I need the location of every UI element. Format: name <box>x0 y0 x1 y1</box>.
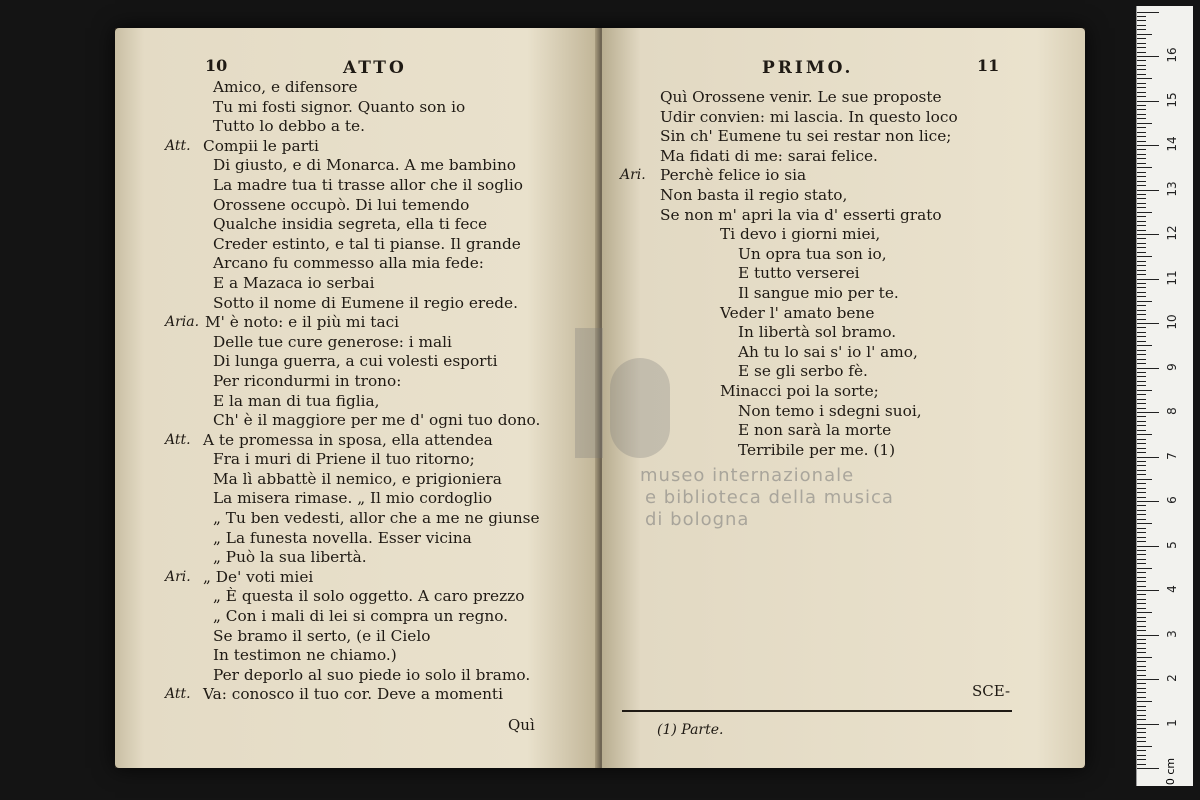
ruler-tick <box>1137 350 1146 351</box>
ruler-tick <box>1137 648 1146 649</box>
ruler-tick <box>1137 541 1146 542</box>
ruler-tick <box>1137 327 1146 328</box>
ruler-tick <box>1137 190 1159 191</box>
ruler-tick <box>1137 550 1146 551</box>
ruler-tick <box>1137 528 1146 529</box>
ruler-tick <box>1137 287 1146 288</box>
ruler-tick <box>1137 692 1146 693</box>
ruler-tick <box>1137 470 1146 471</box>
verse-text: Ma lì abbattè il nemico, e prigioniera <box>213 469 502 488</box>
ruler-tick <box>1137 719 1146 720</box>
ruler-tick <box>1137 457 1159 458</box>
ruler-tick <box>1137 425 1146 426</box>
ruler-tick <box>1137 87 1146 88</box>
ruler-tick <box>1137 296 1146 297</box>
ruler-tick <box>1137 172 1146 173</box>
ruler-tick <box>1137 479 1152 480</box>
watermark-line: di bologna <box>645 509 750 530</box>
verse-text: „ Con i mali di lei si compra un regno. <box>213 607 509 626</box>
footnote: (1) Parte. <box>657 722 724 738</box>
verse-text: Qualche insidia segreta, ella ti fece <box>213 215 487 234</box>
ruler-number: 15 <box>1165 91 1179 108</box>
verse-text: In libertà sol bramo. <box>738 323 897 342</box>
right-running-header: PRIMO. <box>762 58 854 78</box>
speaker-label: Att. <box>165 431 191 448</box>
ruler-tick <box>1137 652 1146 653</box>
verse-text: E se gli serbo fè. <box>738 362 868 381</box>
ruler-tick <box>1137 319 1146 320</box>
verse-text: E tutto verserei <box>738 264 860 283</box>
ruler-tick <box>1137 238 1146 239</box>
ruler-tick <box>1137 465 1146 466</box>
verse-text: Sin ch' Eumene tu sei restar non lice; <box>660 127 952 146</box>
ruler-tick <box>1137 603 1146 604</box>
ruler-tick <box>1137 710 1146 711</box>
ruler-tick <box>1137 136 1146 137</box>
ruler-tick <box>1137 617 1146 618</box>
verse-text: Ma fidati di me: sarai felice. <box>660 146 878 165</box>
ruler-number: 11 <box>1165 269 1179 286</box>
measurement-ruler <box>1136 6 1193 786</box>
ruler-tick <box>1137 52 1146 53</box>
ruler-tick <box>1137 185 1146 186</box>
ruler-tick <box>1137 492 1146 493</box>
ruler-tick <box>1137 47 1146 48</box>
ruler-tick <box>1137 149 1146 150</box>
ruler-tick <box>1137 532 1146 533</box>
ruler-tick <box>1137 434 1152 435</box>
speaker-label: Att. <box>165 686 191 703</box>
ruler-tick <box>1137 572 1146 573</box>
ruler-tick <box>1137 741 1146 742</box>
ruler-tick <box>1137 599 1146 600</box>
ruler-tick <box>1137 216 1146 217</box>
ruler-tick <box>1137 243 1146 244</box>
ruler-tick <box>1137 118 1146 119</box>
verse-text: Di giusto, e di Monarca. A me bambino <box>213 156 517 175</box>
watermark-line: museo internazionale <box>640 465 855 486</box>
ruler-tick <box>1137 265 1146 266</box>
ruler-tick <box>1137 608 1146 609</box>
ruler-tick <box>1137 274 1146 275</box>
ruler-tick <box>1137 706 1146 707</box>
ruler-tick <box>1137 643 1146 644</box>
ruler-tick <box>1137 29 1146 30</box>
verse-text: Per ricondurmi in trono: <box>213 371 402 390</box>
ruler-tick <box>1137 732 1146 733</box>
ruler-tick <box>1137 279 1159 280</box>
verse-text: Delle tue cure generose: i mali <box>213 332 452 351</box>
ruler-tick <box>1137 341 1146 342</box>
ruler-tick <box>1137 715 1146 716</box>
ruler-tick <box>1137 158 1146 159</box>
ruler-tick <box>1137 176 1146 177</box>
ruler-unit-label: 0 cm <box>1164 757 1178 786</box>
ruler-tick <box>1137 546 1159 547</box>
ruler-tick <box>1137 83 1146 84</box>
ruler-tick <box>1137 234 1159 235</box>
verse-text: Ah tu lo sai s' io l' amo, <box>738 342 918 361</box>
ruler-number: 9 <box>1165 362 1179 371</box>
ruler-tick <box>1137 670 1146 671</box>
ruler-number: 5 <box>1165 540 1179 549</box>
ruler-tick <box>1137 12 1159 13</box>
ruler-tick <box>1137 568 1152 569</box>
ruler-tick <box>1137 305 1146 306</box>
verse-text: Per deporlo al suo piede io solo il bramo. <box>213 665 531 684</box>
ruler-tick <box>1137 586 1146 587</box>
ruler-tick <box>1137 34 1152 35</box>
ruler-tick <box>1137 230 1146 231</box>
ruler-tick <box>1137 56 1159 57</box>
verse-text: E non sarà la morte <box>738 421 892 440</box>
ruler-tick <box>1137 510 1146 511</box>
ruler-tick <box>1137 225 1146 226</box>
ruler-tick <box>1137 408 1146 409</box>
ruler-tick <box>1137 448 1146 449</box>
ruler-tick <box>1137 523 1152 524</box>
ruler-number: 8 <box>1165 407 1179 415</box>
verse-text: Tu mi fosti signor. Quanto son io <box>213 97 466 116</box>
ruler-tick <box>1137 167 1152 168</box>
ruler-tick <box>1137 661 1146 662</box>
ruler-tick <box>1137 194 1146 195</box>
ruler-tick <box>1137 728 1146 729</box>
ruler-tick <box>1137 626 1146 627</box>
ruler-tick <box>1137 336 1146 337</box>
ruler-tick <box>1137 256 1152 257</box>
ruler-tick <box>1137 666 1146 667</box>
ruler-tick <box>1137 368 1159 369</box>
ruler-tick <box>1137 394 1146 395</box>
verse-text: A te promessa in sposa, ella attendea <box>203 430 493 449</box>
ruler-tick <box>1137 203 1146 204</box>
ruler-tick <box>1137 114 1146 115</box>
ruler-tick <box>1137 399 1146 400</box>
ruler-tick <box>1137 101 1159 102</box>
ruler-tick <box>1137 163 1146 164</box>
ruler-tick <box>1137 430 1146 431</box>
verse-text: Sotto il nome di Eumene il regio erede. <box>213 293 518 312</box>
verse-text: Amico, e difensore <box>213 78 358 96</box>
verse-text: Ch' è il maggiore per me d' ogni tuo dono. <box>213 411 541 430</box>
verse-text: Se bramo il serto, (e il Cielo <box>213 626 431 645</box>
ruler-tick <box>1137 461 1146 462</box>
open-book <box>115 28 1085 768</box>
ruler-tick <box>1137 154 1146 155</box>
left-page-number: 10 <box>205 56 228 75</box>
ruler-number: 7 <box>1165 451 1179 460</box>
ruler-tick <box>1137 372 1146 373</box>
ruler-tick <box>1137 403 1146 404</box>
ruler-tick <box>1137 261 1146 262</box>
ruler-number: 10 <box>1165 314 1179 330</box>
ruler-tick <box>1137 559 1146 560</box>
ruler-tick <box>1137 501 1159 502</box>
ruler-tick <box>1137 283 1146 284</box>
verse-text: Minacci poi la sorte; <box>720 381 879 400</box>
ruler-number: 6 <box>1165 496 1179 504</box>
ruler-tick <box>1137 577 1146 578</box>
ruler-tick <box>1137 16 1146 17</box>
ruler-tick <box>1137 345 1152 346</box>
ruler-tick <box>1137 697 1146 698</box>
ruler-tick <box>1137 252 1146 253</box>
ruler-number: 1 <box>1165 718 1179 727</box>
ruler-tick <box>1137 639 1146 640</box>
ruler-tick <box>1137 746 1152 747</box>
ruler-tick <box>1137 594 1146 595</box>
ruler-tick <box>1137 737 1146 738</box>
verse-text: Non temo i sdegni suoi, <box>738 401 922 420</box>
ruler-tick <box>1137 301 1152 302</box>
footnote-rule <box>622 710 1012 712</box>
ruler-tick <box>1137 92 1146 93</box>
ruler-tick <box>1137 314 1146 315</box>
ruler-tick <box>1137 359 1146 360</box>
ruler-tick <box>1137 65 1146 66</box>
verse-text: Creder estinto, e tal ti pianse. Il grande <box>213 234 521 253</box>
ruler-tick <box>1137 323 1159 324</box>
ruler-tick <box>1137 514 1146 515</box>
ruler-tick <box>1137 488 1146 489</box>
ruler-tick <box>1137 123 1152 124</box>
library-logo-watermark <box>565 318 680 468</box>
left-page <box>115 28 600 768</box>
ruler-tick <box>1137 474 1146 475</box>
speaker-label: Aria. <box>165 314 200 331</box>
ruler-number: 3 <box>1165 629 1179 638</box>
ruler-tick <box>1137 132 1146 133</box>
verse-text: In testimon ne chiamo.) <box>213 646 397 665</box>
ruler-tick <box>1137 679 1159 680</box>
ruler-tick <box>1137 452 1146 453</box>
verse-text: „ Può la sua libertà. <box>213 548 367 567</box>
verse-text: Arcano fu commesso alla mia fede: <box>213 254 484 273</box>
ruler-tick <box>1137 141 1146 142</box>
ruler-tick <box>1137 519 1146 520</box>
verse-text: „ De' voti miei <box>203 567 314 586</box>
ruler-tick <box>1137 497 1146 498</box>
ruler-tick <box>1137 74 1146 75</box>
ruler-tick <box>1137 554 1146 555</box>
ruler-tick <box>1137 412 1159 413</box>
ruler-tick <box>1137 310 1146 311</box>
verse-text: Udir convien: mi lascia. In questo loco <box>660 107 958 126</box>
ruler-tick <box>1137 764 1146 765</box>
ruler-tick <box>1137 390 1152 391</box>
verse-text: Compii le parti <box>203 136 319 155</box>
ruler-tick <box>1137 20 1146 21</box>
ruler-tick <box>1137 750 1146 751</box>
verse-text: E la man di tua figlia, <box>213 391 380 410</box>
ruler-tick <box>1137 212 1152 213</box>
ruler-tick <box>1137 332 1146 333</box>
ruler-tick <box>1137 683 1146 684</box>
ruler-tick <box>1137 416 1146 417</box>
ruler-tick <box>1137 483 1146 484</box>
ruler-tick <box>1137 590 1159 591</box>
watermark-line: e biblioteca della musica <box>645 487 894 508</box>
ruler-number: 16 <box>1165 47 1179 63</box>
ruler-tick <box>1137 363 1146 364</box>
ruler-tick <box>1137 270 1146 271</box>
ruler-tick <box>1137 621 1146 622</box>
ruler-number: 13 <box>1165 180 1179 197</box>
ruler-tick <box>1137 198 1146 199</box>
verse-text: Quì Orossene venir. Le sue proposte <box>660 88 942 106</box>
ruler-tick <box>1137 657 1152 658</box>
ruler-tick <box>1137 145 1159 146</box>
ruler-number: 2 <box>1165 674 1179 682</box>
verse-text: Fra i muri di Priene il tuo ritorno; <box>213 450 475 469</box>
library-watermark <box>640 465 894 531</box>
ruler-tick <box>1137 105 1146 106</box>
verse-text: La madre tua ti trasse allor che il soglio <box>213 175 523 194</box>
ruler-tick <box>1137 759 1146 760</box>
ruler-tick <box>1137 207 1146 208</box>
speaker-label: Ari. <box>165 568 191 585</box>
ruler-tick <box>1137 581 1146 582</box>
right-catchword: SCE- <box>972 682 1011 700</box>
ruler-number: 12 <box>1165 225 1179 241</box>
ruler-tick <box>1137 69 1146 70</box>
ruler-tick <box>1137 354 1146 355</box>
left-running-header: ATTO <box>343 58 407 78</box>
verse-text: Un opra tua son io, <box>738 244 887 263</box>
verse-text: Ti devo i giorni miei, <box>720 225 881 244</box>
ruler-tick <box>1137 724 1159 725</box>
verse-text: M' è noto: e il più mi taci <box>205 313 400 332</box>
right-page-number: 11 <box>977 56 1000 75</box>
verse-text: Tutto lo debbo a te. <box>213 117 365 136</box>
ruler-tick <box>1137 701 1152 702</box>
verse-text: „ Tu ben vedesti, allor che a me ne giunse <box>213 509 540 528</box>
ruler-tick <box>1137 381 1146 382</box>
ruler-tick <box>1137 563 1146 564</box>
ruler-tick <box>1137 755 1146 756</box>
ruler-tick <box>1137 612 1152 613</box>
ruler-tick <box>1137 25 1146 26</box>
speaker-label: Att. <box>165 137 191 154</box>
verse-text: Va: conosco il tuo cor. Deve a momenti <box>203 685 503 704</box>
ruler-number: 4 <box>1165 585 1179 593</box>
ruler-tick <box>1137 675 1146 676</box>
speaker-label: Ari. <box>620 167 646 184</box>
verse-text: Terribile per me. (1) <box>738 440 896 459</box>
verse-text: Di lunga guerra, a cui volesti esporti <box>213 352 498 371</box>
ruler-tick <box>1137 635 1159 636</box>
ruler-tick <box>1137 127 1146 128</box>
ruler-tick <box>1137 43 1146 44</box>
verse-text: Perchè felice io sia <box>660 166 807 185</box>
ruler-tick <box>1137 439 1146 440</box>
verse-text: E a Mazaca io serbai <box>213 273 375 292</box>
ruler-tick <box>1137 385 1146 386</box>
ruler-tick <box>1137 443 1146 444</box>
left-catchword: Quì <box>508 716 535 734</box>
ruler-tick <box>1137 247 1146 248</box>
verse-text: Orossene occupò. Di lui temendo <box>213 195 470 214</box>
ruler-tick <box>1137 292 1146 293</box>
ruler-tick <box>1137 537 1146 538</box>
ruler-tick <box>1137 78 1152 79</box>
ruler-tick <box>1137 221 1146 222</box>
ruler-tick <box>1137 505 1146 506</box>
verse-text: Non basta il regio stato, <box>660 185 848 204</box>
verse-text: „ La funesta novella. Esser vicina <box>213 528 472 547</box>
verse-text: Se non m' apri la via d' esserti grato <box>660 205 942 224</box>
ruler-tick <box>1137 96 1146 97</box>
ruler-number: 14 <box>1165 136 1179 152</box>
ruler-tick <box>1137 768 1159 769</box>
verse-text: Veder l' amato bene <box>720 303 875 322</box>
verse-text: La misera rimase. „ Il mio cordoglio <box>213 489 493 508</box>
verse-text: Il sangue mio per te. <box>738 283 899 302</box>
ruler-tick <box>1137 109 1146 110</box>
ruler-tick <box>1137 421 1146 422</box>
ruler-tick <box>1137 688 1146 689</box>
ruler-tick <box>1137 60 1146 61</box>
ruler-tick <box>1137 181 1146 182</box>
ruler-tick <box>1137 376 1146 377</box>
ruler-tick <box>1137 630 1146 631</box>
ruler-tick <box>1137 38 1146 39</box>
verse-text: „ È questa il solo oggetto. A caro prezzo <box>213 587 525 606</box>
